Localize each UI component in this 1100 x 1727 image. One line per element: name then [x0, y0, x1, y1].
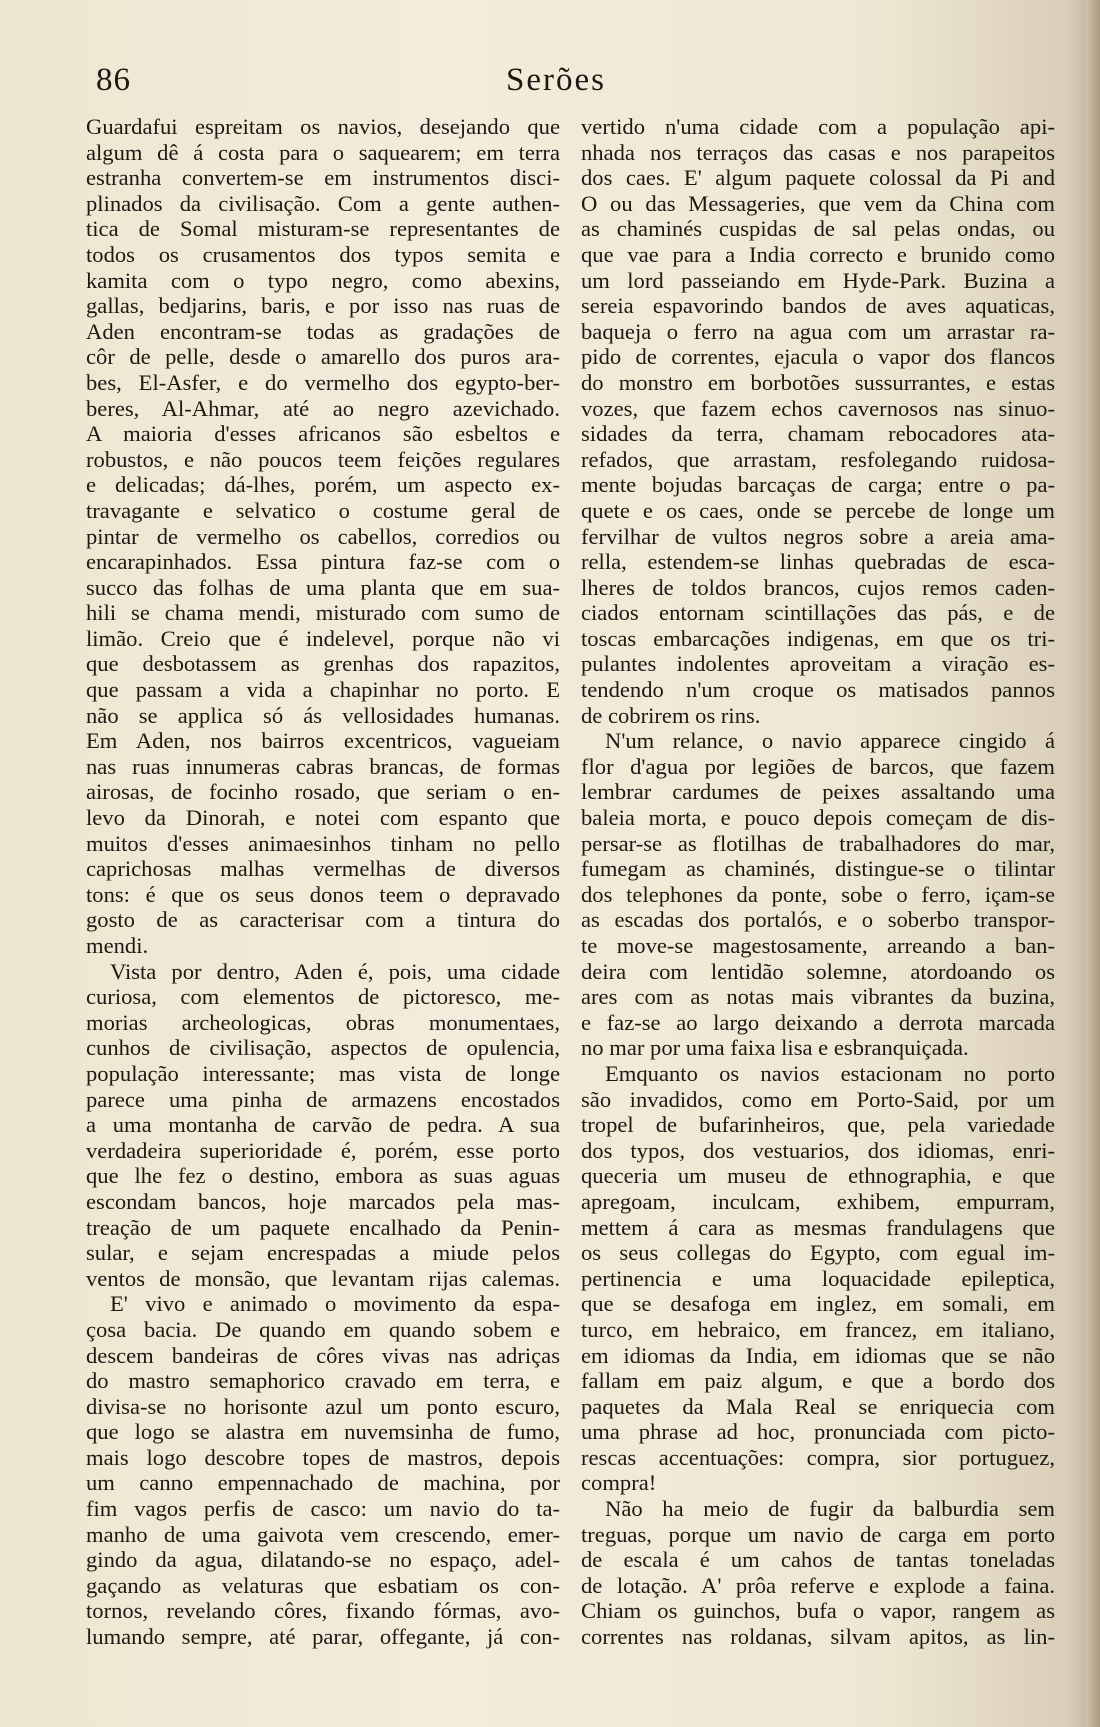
text-line: robustos, e não poucos teem feições regulares: [86, 446, 560, 472]
text-line: treguas, porque um navio de carga em porto: [581, 1521, 1055, 1547]
text-line: os seus collegas do Egypto, com egual im-: [581, 1240, 1055, 1266]
text-line: baleia morta, e pouco depois começam de dis-: [581, 805, 1055, 831]
text-line: mais logo descobre topes de mastros, depois: [86, 1444, 560, 1470]
text-line: escondam bancos, hoje marcados pela mas-: [86, 1188, 560, 1214]
text-line: turco, em hebraico, em francez, em italiano,: [581, 1316, 1055, 1342]
text-line: kamita com o typo negro, como abexins,: [86, 267, 560, 293]
text-line: um lord passeiando em Hyde-Park. Buzina a: [581, 267, 1055, 293]
text-line: persar-se as flotilhas de trabalhadores do mar,: [581, 830, 1055, 856]
text-line: refados, que arrastam, resfolegando ruidosa-: [581, 446, 1055, 472]
text-line: as escadas dos portalós, e o soberbo transpor-: [581, 907, 1055, 933]
text-line: beres, Al-Ahmar, até ao negro azevichado.: [86, 395, 560, 421]
text-line: hili se chama mendi, misturado com sumo de: [86, 600, 560, 626]
text-line: cunhos de civilisação, aspectos de opulencia,: [86, 1035, 560, 1061]
text-line: tendendo n'um croque os matisados pannos: [581, 677, 1055, 703]
text-line: fervilhar de vultos negros sobre a areia ama-: [581, 523, 1055, 549]
text-line: N'um relance, o navio apparece cingido á: [605, 728, 1055, 754]
text-line: um canno empennachado de machina, por: [86, 1470, 560, 1496]
text-line: que se desafoga em inglez, em somali, em: [581, 1291, 1055, 1317]
text-line: gallas, bedjarins, baris, e por isso nas ruas de: [86, 293, 560, 319]
text-line: levo da Dinorah, e notei com espanto que: [86, 805, 560, 831]
text-line: çosa bacia. De quando em quando sobem e: [86, 1316, 560, 1342]
text-line: são invadidos, como em Porto-Said, por um: [581, 1086, 1055, 1112]
text-line: as chaminés cuspidas de sal pelas ondas, ou: [581, 216, 1055, 242]
text-line: a uma montanha de carvão de pedra. A sua: [86, 1112, 560, 1138]
text-line: encarapinhados. Essa pintura faz-se com o: [86, 549, 560, 575]
text-line: quete e os caes, onde se percebe de longe um: [581, 497, 1055, 523]
text-line: dos telephones da ponte, sobe o ferro, içam-se: [581, 881, 1055, 907]
text-line: caprichosas malhas vermelhas de diversos: [86, 856, 560, 882]
text-column-right: [581, 114, 1055, 1650]
page-number: 86: [96, 62, 131, 98]
text-line: no mar por uma faixa lisa e esbranquiçada.: [581, 1035, 969, 1061]
text-line: tica de Somal misturam-se representantes de: [86, 216, 560, 242]
text-line: morias archeologicas, obras monumentaes,: [86, 1009, 560, 1035]
text-line: Não ha meio de fugir da balburdia sem: [605, 1496, 1055, 1522]
text-line: de cobrirem os rins.: [581, 702, 761, 728]
text-line: treação de um paquete encalhado da Penin-: [86, 1214, 560, 1240]
text-line: gindo da agua, dilatando-se no espaço, adel-: [86, 1547, 560, 1573]
text-column-left: [86, 114, 560, 1650]
text-line: do monstro em borbotões sussurrantes, e estas: [581, 369, 1055, 395]
text-line: manho de uma gaivota vem crescendo, emer-: [86, 1521, 560, 1547]
text-line: plinados da civilisação. Com a gente authen-: [86, 190, 560, 216]
text-line: muitos d'esses animaesinhos tinham no pello: [86, 830, 560, 856]
text-line: ciados entornam scintillações das pás, e de: [581, 600, 1055, 626]
text-line: mendi.: [86, 933, 149, 958]
text-line: que logo se alastra em nuvemsinha de fumo,: [86, 1419, 560, 1445]
text-line: airosas, de focinho rosado, que seriam o en-: [86, 779, 560, 805]
page-header: [96, 62, 1016, 112]
text-line: do mastro semaphorico cravado em terra, e: [86, 1368, 560, 1394]
text-line: compra!: [581, 1470, 657, 1496]
text-line: Emquanto os navios estacionam no porto: [605, 1060, 1055, 1086]
text-line: flor d'agua por legiões de barcos, que fazem: [581, 753, 1055, 779]
text-line: estranha convertem-se em instrumentos disci-: [86, 165, 560, 191]
text-line: rella, estendem-se linhas quebradas de esca-: [581, 549, 1055, 575]
text-line: lembrar cardumes de peixes assaltando uma: [581, 779, 1055, 805]
text-line: sular, e sejam encrespadas a miude pelos: [86, 1240, 560, 1266]
text-line: nas ruas innumeras cabras brancas, de formas: [86, 753, 560, 779]
text-line: de escala é um cahos de tantas toneladas: [581, 1547, 1055, 1573]
text-line: e faz-se ao largo deixando a derrota marcada: [581, 1009, 1055, 1035]
text-line: E' vivo e animado o movimento da espa-: [110, 1291, 560, 1317]
text-line: descem bandeiras de côres vivas nas adriças: [86, 1342, 560, 1368]
text-line: que desbotassem as grenhas dos rapazitos,: [86, 651, 560, 677]
text-line: dos typos, dos vestuarios, dos idiomas, enri-: [581, 1137, 1055, 1163]
running-title: Serões: [506, 62, 606, 98]
text-line: ares com as notas mais vibrantes da buzina,: [581, 984, 1055, 1010]
text-line: apregoam, inculcam, exhibem, empurram,: [581, 1188, 1055, 1214]
text-line: vertido n'uma cidade com a população api-: [581, 114, 1055, 139]
text-line: verdadeira superioridade é, porém, esse porto: [86, 1137, 560, 1163]
text-line: tons: é que os seus donos teem o depravado: [86, 881, 560, 907]
text-line: Guardafui espreitam os navios, desejando que: [86, 114, 560, 139]
text-line: pulantes indolentes aproveitam a viração es-: [581, 651, 1055, 677]
text-line: nhada nos terraços das casas e nos parapeitos: [581, 139, 1055, 165]
text-line: todos os crusamentos dos typos semita e: [86, 241, 560, 267]
text-line: pido de correntes, ejacula o vapor dos flancos: [581, 344, 1055, 370]
text-line: sidades da terra, chamam rebocadores ata-: [581, 421, 1055, 447]
text-line: não se applica só ás vellosidades humanas.: [86, 702, 560, 728]
text-line: e delicadas; dá-lhes, porém, um aspecto ex-: [86, 472, 560, 498]
text-line: população interessante; mas vista de longe: [86, 1060, 560, 1086]
text-line: fumegam as chaminés, distingue-se o tilintar: [581, 856, 1055, 882]
text-line: vozes, que fazem echos cavernosos nas sinuo-: [581, 395, 1055, 421]
text-line: divisa-se no horisonte azul um ponto escuro,: [86, 1393, 560, 1419]
text-line: A maioria d'esses africanos são esbeltos e: [86, 421, 560, 447]
text-line: deira com lentidão solemne, atordoando os: [581, 958, 1055, 984]
text-line: dos caes. E' algum paquete colossal da Pi and: [581, 165, 1055, 191]
text-line: tornos, revelando côres, fixando fórmas, avo-: [86, 1598, 560, 1624]
text-line: que passam a vida a chapinhar no porto. E: [86, 677, 560, 703]
text-line: uma phrase ad hoc, pronunciada com picto-: [581, 1419, 1055, 1445]
text-line: em idiomas da India, em idiomas que se não: [581, 1342, 1055, 1368]
text-line: que vae para a India correcto e brunido como: [581, 241, 1055, 267]
text-line: Em Aden, nos bairros excentricos, vagueiam: [86, 728, 560, 754]
text-line: succo das folhas de uma planta que em sua-: [86, 574, 560, 600]
text-line: tropel de bufarinheiros, que, pela variedade: [581, 1112, 1055, 1138]
text-line: algum dê á costa para o saquearem; em terra: [86, 139, 560, 165]
text-line: limão. Creio que é indelevel, porque não vi: [86, 625, 560, 651]
text-line: te move-se magestosamente, arreando a ban-: [581, 933, 1055, 958]
page-edge-shadow: [1086, 0, 1100, 1727]
text-line: pintar de vermelho os cabellos, corredios ou: [86, 523, 560, 549]
text-line: Vista por dentro, Aden é, pois, uma cidade: [110, 958, 560, 984]
text-line: travagante e selvatico o costume geral de: [86, 497, 560, 523]
text-line: ventos de monsão, que levantam rijas calemas.: [86, 1265, 560, 1291]
text-line: Chiam os guinchos, bufa o vapor, rangem as: [581, 1598, 1055, 1624]
text-line: rescas accentuações: compra, sior portuguez,: [581, 1444, 1055, 1470]
text-line: correntes nas roldanas, silvam apitos, as lin-: [581, 1624, 1055, 1650]
text-line: toscas embarcações indigenas, em que os tri-: [581, 625, 1055, 651]
text-line: bes, El-Asfer, e do vermelho dos egypto-ber-: [86, 369, 560, 395]
text-line: Aden encontram-se todas as gradações de: [86, 318, 560, 344]
text-line: O ou das Messageries, que vem da China com: [581, 190, 1055, 216]
text-line: sereia espavorindo bandos de aves aquaticas,: [581, 293, 1055, 319]
text-line: mente bojudas barcaças de carga; entre o pa-: [581, 472, 1055, 498]
text-line: pertinencia e uma loquacidade epileptica,: [581, 1265, 1055, 1291]
text-line: de lotação. A' prôa referve e explode a faina.: [581, 1572, 1055, 1598]
text-line: lheres de toldos brancos, cujos remos caden-: [581, 574, 1055, 600]
text-line: parece uma pinha de armazens encostados: [86, 1086, 560, 1112]
text-line: mettem á cara as mesmas frandulagens que: [581, 1214, 1055, 1240]
text-line: curiosa, com elementos de pictoresco, me-: [86, 984, 560, 1010]
text-line: gosto de as caracterisar com a tintura do: [86, 907, 560, 933]
text-line: gaçando as velaturas que esbatiam os con-: [86, 1572, 560, 1598]
text-line: paquetes da Mala Real se enriquecia com: [581, 1393, 1055, 1419]
text-line: fim vagos perfis de casco: um navio do ta-: [86, 1496, 560, 1522]
text-line: côr de pelle, desde o amarello dos puros ara-: [86, 344, 560, 370]
text-line: lumando sempre, até parar, offegante, já con-: [86, 1624, 560, 1650]
text-line: queceria um museu de ethnographia, e que: [581, 1163, 1055, 1189]
text-line: baqueja o ferro na agua com um arrastar ra-: [581, 318, 1055, 344]
text-line: fallam em paiz algum, e que a bordo dos: [581, 1368, 1055, 1394]
text-line: que lhe fez o destino, embora as suas aguas: [86, 1163, 560, 1189]
